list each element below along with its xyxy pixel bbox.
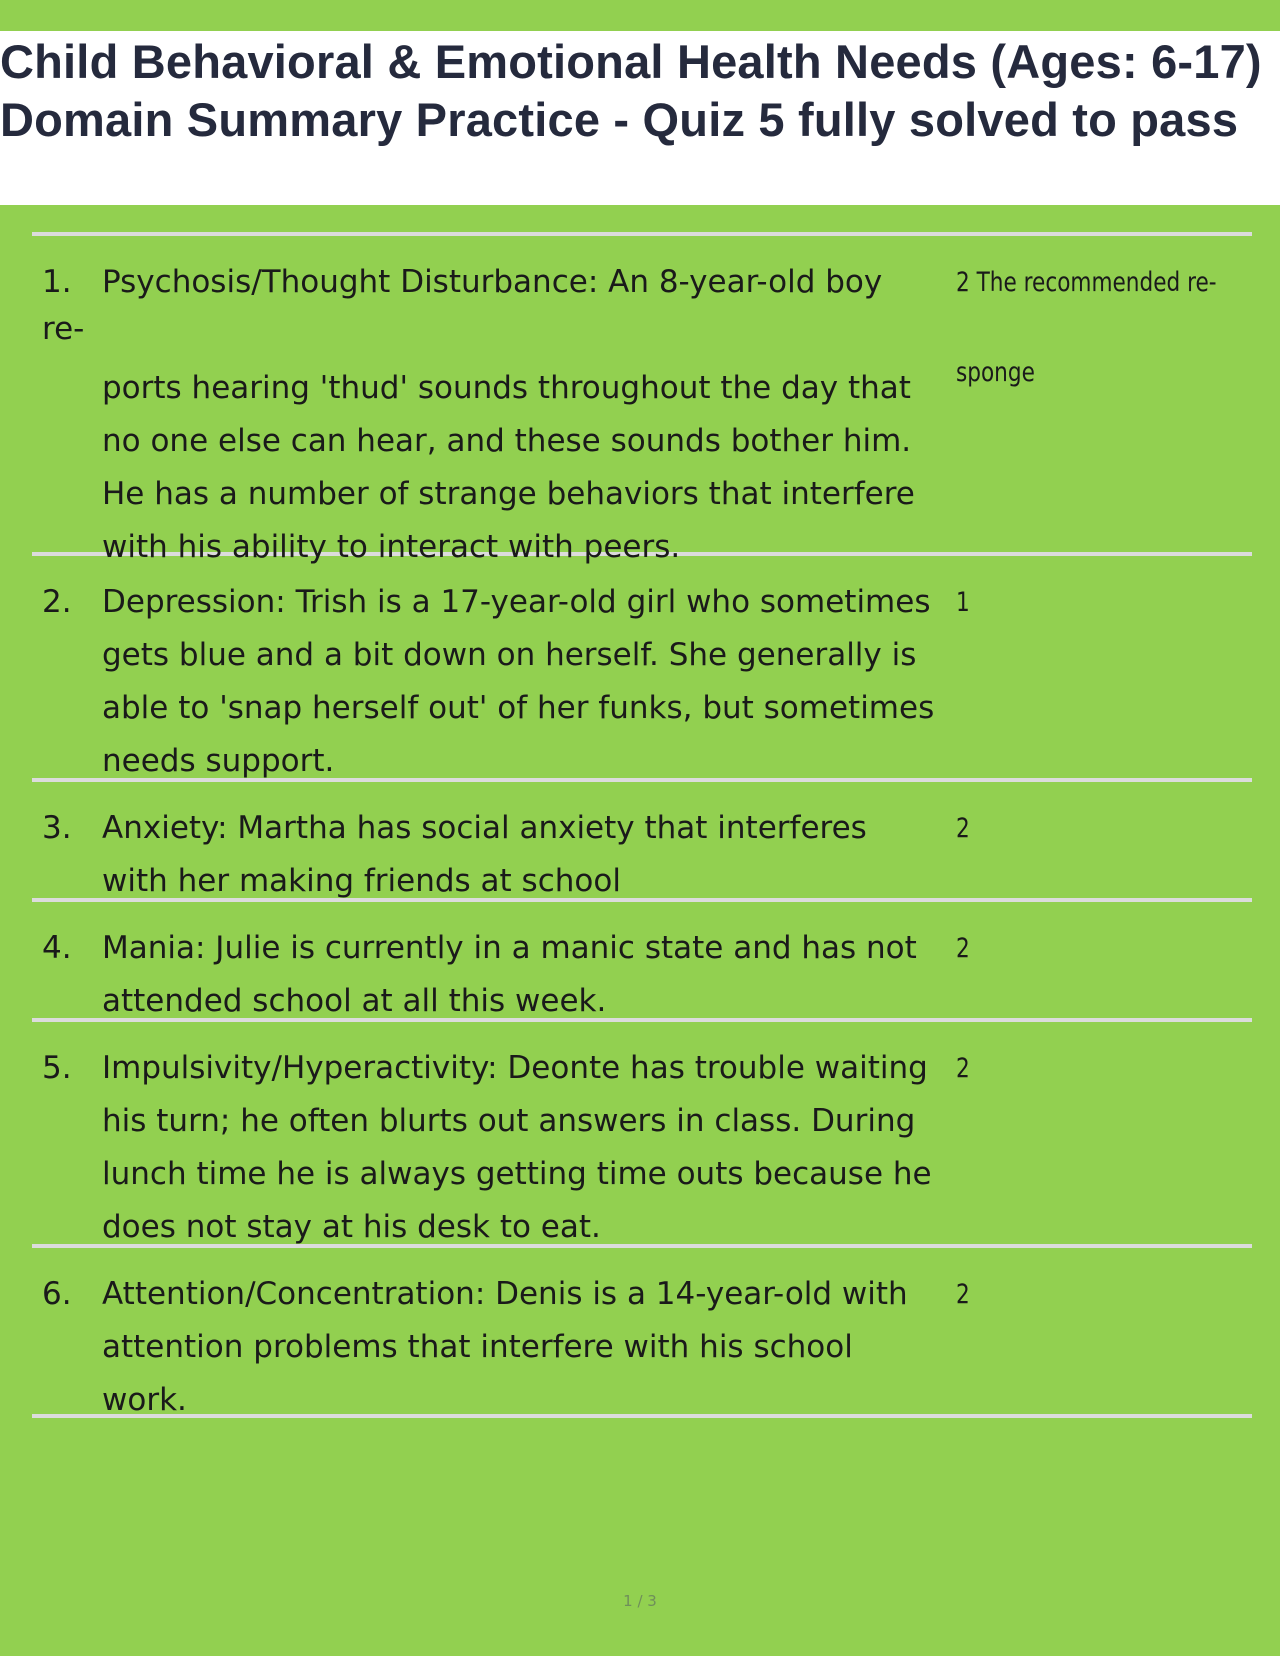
- item-number: 6.: [42, 1276, 72, 1312]
- quiz-table: [32, 232, 1252, 1418]
- item-number: 2.: [42, 584, 72, 620]
- item-answer: 2: [956, 813, 970, 844]
- item-number: 5.: [42, 1050, 72, 1086]
- quiz-row: [32, 556, 1252, 782]
- item-number: 1.: [42, 264, 72, 300]
- item-number-continuation: re-: [42, 311, 85, 347]
- item-question: Impulsivity/Hyperactivity: Deonte has trouble waiting his turn; he often blurts out answers in class. During lunch time he is always getting time outs because he does not stay at his desk to eat.: [102, 1050, 932, 1245]
- item-answer: 2 The recommended re-: [956, 267, 1217, 298]
- item-number: 4.: [42, 930, 72, 966]
- quiz-row: [32, 236, 1252, 565]
- item-question: Anxiety: Martha has social anxiety that interferes with her making friends at school: [102, 810, 867, 899]
- item-question: Mania: Julie is currently in a manic state and has not attended school at all this week.: [102, 930, 917, 1019]
- quiz-row: [32, 1022, 1252, 1248]
- item-answer-continuation: sponge: [956, 357, 1035, 388]
- item-question: Attention/Concentration: Denis is a 14-year-old with attention problems that interfere with his school work.: [102, 1276, 908, 1418]
- item-answer: 2: [956, 1053, 970, 1084]
- quiz-row: [32, 902, 1252, 1022]
- item-answer: 2: [956, 1279, 970, 1310]
- document-title: Child Behavioral & Emotional Health Needs (Ages: 6-17) Domain Summary Practice - Quiz 5 fully solved to pass: [0, 35, 1262, 146]
- page-indicator: 1 / 3: [623, 1592, 657, 1610]
- item-answer: 1: [956, 587, 970, 618]
- item-question: Psychosis/Thought Disturbance: An 8-year-old boy ports hearing 'thud' sounds throughout the day that no one else can hear, and these sounds bother him. He has a number of strange behaviors that interfere with his ability to interact with peers.: [102, 264, 915, 565]
- quiz-row: [32, 1248, 1252, 1418]
- item-answer: 2: [956, 933, 970, 964]
- item-number: 3.: [42, 810, 72, 846]
- quiz-row: [32, 782, 1252, 902]
- item-question: Depression: Trish is a 17-year-old girl who sometimes gets blue and a bit down on herself. She generally is able to 'snap herself out' of her funks, but sometimes needs support.: [102, 584, 935, 779]
